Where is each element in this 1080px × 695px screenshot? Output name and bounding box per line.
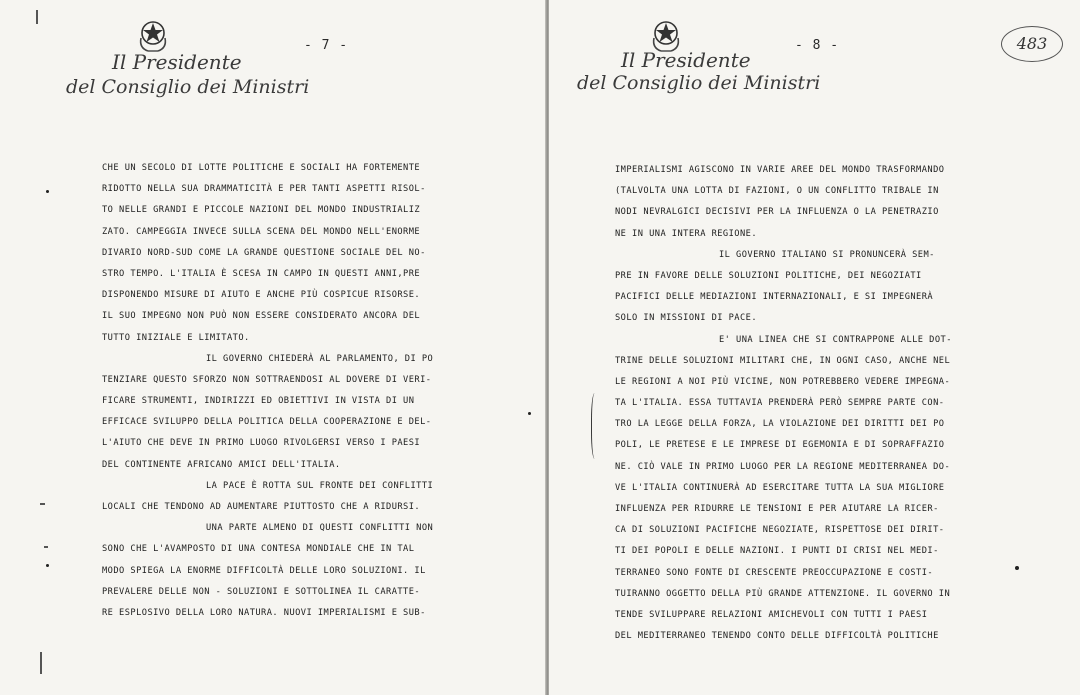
text-line: STRO TEMPO. L'ITALIA È SCESA IN CAMPO IN QUESTI ANNI,PRE (102, 268, 421, 279)
letterhead-title: Il Presidente (621, 48, 751, 72)
page-number: - 8 - (795, 38, 840, 53)
text-line: PRE IN FAVORE DELLE SOLUZIONI POLITICHE, DEI NEGOZIATI (615, 270, 922, 281)
text-line: IL GOVERNO ITALIANO SI PRONUNCERÀ SEM- (719, 249, 935, 260)
text-line: TO NELLE GRANDI E PICCOLE NAZIONI DEL MONDO INDUSTRIALIZ (102, 205, 421, 216)
text-line: FICARE STRUMENTI, INDIRIZZI ED OBIETTIVI IN VISTA DI UN (102, 396, 415, 407)
text-line: UNA PARTE ALMENO DI QUESTI CONFLITTI NON (206, 523, 434, 534)
margin-dot (528, 412, 531, 415)
margin-mark (40, 503, 45, 505)
text-line: POLI, LE PRETESE E LE IMPRESE DI EGEMONIA E DI SOPRAFFAZIO (615, 440, 945, 451)
right-page (549, 0, 1080, 695)
text-line: TA L'ITALIA. ESSA TUTTAVIA PRENDERÀ PERÒ SEMPRE PARTE CON- (615, 398, 945, 409)
margin-mark (36, 10, 38, 24)
text-line: DEL MEDITERRANEO TENENDO CONTO DELLE DIFFICOLTÀ POLITICHE (615, 631, 939, 642)
page-number: - 7 - (304, 38, 349, 53)
letterhead-title: Il Presidente (112, 50, 242, 74)
text-line: TENDE SVILUPPARE RELAZIONI AMICHEVOLI CON TUTTI I PAESI (615, 609, 928, 620)
text-line: NODI NEVRALGICI DECISIVI PER LA INFLUENZA O LA PENETRAZIO (615, 207, 939, 218)
republic-emblem-icon (136, 14, 170, 54)
left-body-text (102, 158, 482, 624)
text-line: TRO LA LEGGE DELLA FORZA, LA VIOLAZIONE DEI DIRITTI DEI PO (615, 419, 945, 430)
margin-dot (46, 564, 49, 567)
text-line: SOLO IN MISSIONI DI PACE. (615, 313, 758, 324)
text-line: INFLUENZA PER RIDURRE LE TENSIONI E PER AIUTARE LA RICER- (615, 504, 939, 514)
text-line: TENZIARE QUESTO SFORZO NON SOTTRAENDOSI AL DOVERE DI VERI- (102, 374, 432, 385)
text-line: L'AIUTO CHE DEVE IN PRIMO LUOGO RIVOLGERSI VERSO I PAESI (102, 438, 421, 449)
text-line: TUTTO INIZIALE E LIMITATO. (102, 332, 250, 343)
archive-stamp-number: 483 (1001, 26, 1063, 62)
text-line: EFFICACE SVILUPPO DELLA POLITICA DELLA COOPERAZIONE E DEL- (102, 417, 432, 428)
text-line: LA PACE È ROTTA SUL FRONTE DEI CONFLITTI (206, 480, 434, 491)
text-line: RIDOTTO NELLA SUA DRAMMATICITÀ E PER TANTI ASPETTI RISOL- (102, 184, 426, 195)
text-line: ZATO. CAMPEGGIA INVECE SULLA SCENA DEL MONDO NELL'ENORME (102, 226, 421, 237)
letterhead-subtitle: del Consiglio dei Ministri (66, 76, 310, 98)
text-line: PREVALERE DELLE NON - SOLUZIONI E SOTTOLINEA IL CARATTE- (102, 586, 421, 597)
margin-dot (1015, 566, 1019, 570)
text-line: TERRANEO SONO FONTE DI CRESCENTE PREOCCUPAZIONE E COSTI- (615, 567, 934, 578)
margin-mark (40, 652, 42, 674)
margin-dot (46, 190, 49, 193)
text-line: E' UNA LINEA CHE SI CONTRAPPONE ALLE DOT- (719, 334, 952, 345)
text-line: RE ESPLOSIVO DELLA LORO NATURA. NUOVI IMPERIALISMI E SUB- (102, 607, 426, 618)
text-line: TI DEI POPOLI E DELLE NAZIONI. I PUNTI DI CRISI NEL MEDI- (615, 546, 939, 557)
text-line: DISPONENDO MISURE DI AIUTO E ANCHE PIÙ COSPICUE RISORSE. (102, 290, 421, 301)
text-line: LOCALI CHE TENDONO AD AUMENTARE PIUTTOSTO CHE A RIDURSI. (102, 502, 421, 512)
text-line: (TALVOLTA UNA LOTTA DI FAZIONI, O UN CONFLITTO TRIBALE IN (615, 186, 939, 197)
text-line: LE REGIONI A NOI PIÙ VICINE, NON POTREBBERO VEDERE IMPEGNA- (615, 376, 951, 387)
text-line: CA DI SOLUZIONI PACIFICHE NEGOZIATE, RISPETTOSE DEI DIRIT- (615, 525, 945, 536)
text-line: IL SUO IMPEGNO NON PUÒ NON ESSERE CONSIDERATO ANCORA DEL (102, 311, 421, 322)
text-line: IMPERIALISMI AGISCONO IN VARIE AREE DEL MONDO TRASFORMANDO (615, 165, 945, 175)
text-line: IL GOVERNO CHIEDERÀ AL PARLAMENTO, DI PO (206, 353, 434, 364)
text-line: SONO CHE L'AVAMPOSTO DI UNA CONTESA MONDIALE CHE IN TAL (102, 544, 415, 555)
margin-mark (44, 546, 48, 548)
text-line: CHE UN SECOLO DI LOTTE POLITICHE E SOCIALI HA FORTEMENTE (102, 163, 421, 173)
text-line: VE L'ITALIA CONTINUERÀ AD ESERCITARE TUTTA LA SUA MIGLIORE (615, 482, 945, 493)
text-line: DIVARIO NORD-SUD COME LA GRANDE QUESTIONE SOCIALE DEL NO- (102, 247, 426, 258)
right-body-text (615, 160, 1025, 647)
text-line: TRINE DELLE SOLUZIONI MILITARI CHE, IN OGNI CASO, ANCHE NEL (615, 355, 951, 366)
margin-bracket (591, 393, 600, 459)
letterhead-subtitle: del Consiglio dei Ministri (577, 72, 821, 94)
text-line: NE. CIÒ VALE IN PRIMO LUOGO PER LA REGIONE MEDITERRANEA DO- (615, 461, 951, 472)
text-line: DEL CONTINENTE AFRICANO AMICI DELL'ITALIA. (102, 459, 341, 470)
text-line: NE IN UNA INTERA REGIONE. (615, 228, 758, 239)
text-line: PACIFICI DELLE MEDIAZIONI INTERNAZIONALI, E SI IMPEGNERÀ (615, 292, 934, 303)
text-line: MODO SPIEGA LA ENORME DIFFICOLTÀ DELLE LORO SOLUZIONI. IL (102, 565, 426, 576)
text-line: TUIRANNO OGGETTO DELLA PIÙ GRANDE ATTENZIONE. IL GOVERNO IN (615, 588, 951, 599)
